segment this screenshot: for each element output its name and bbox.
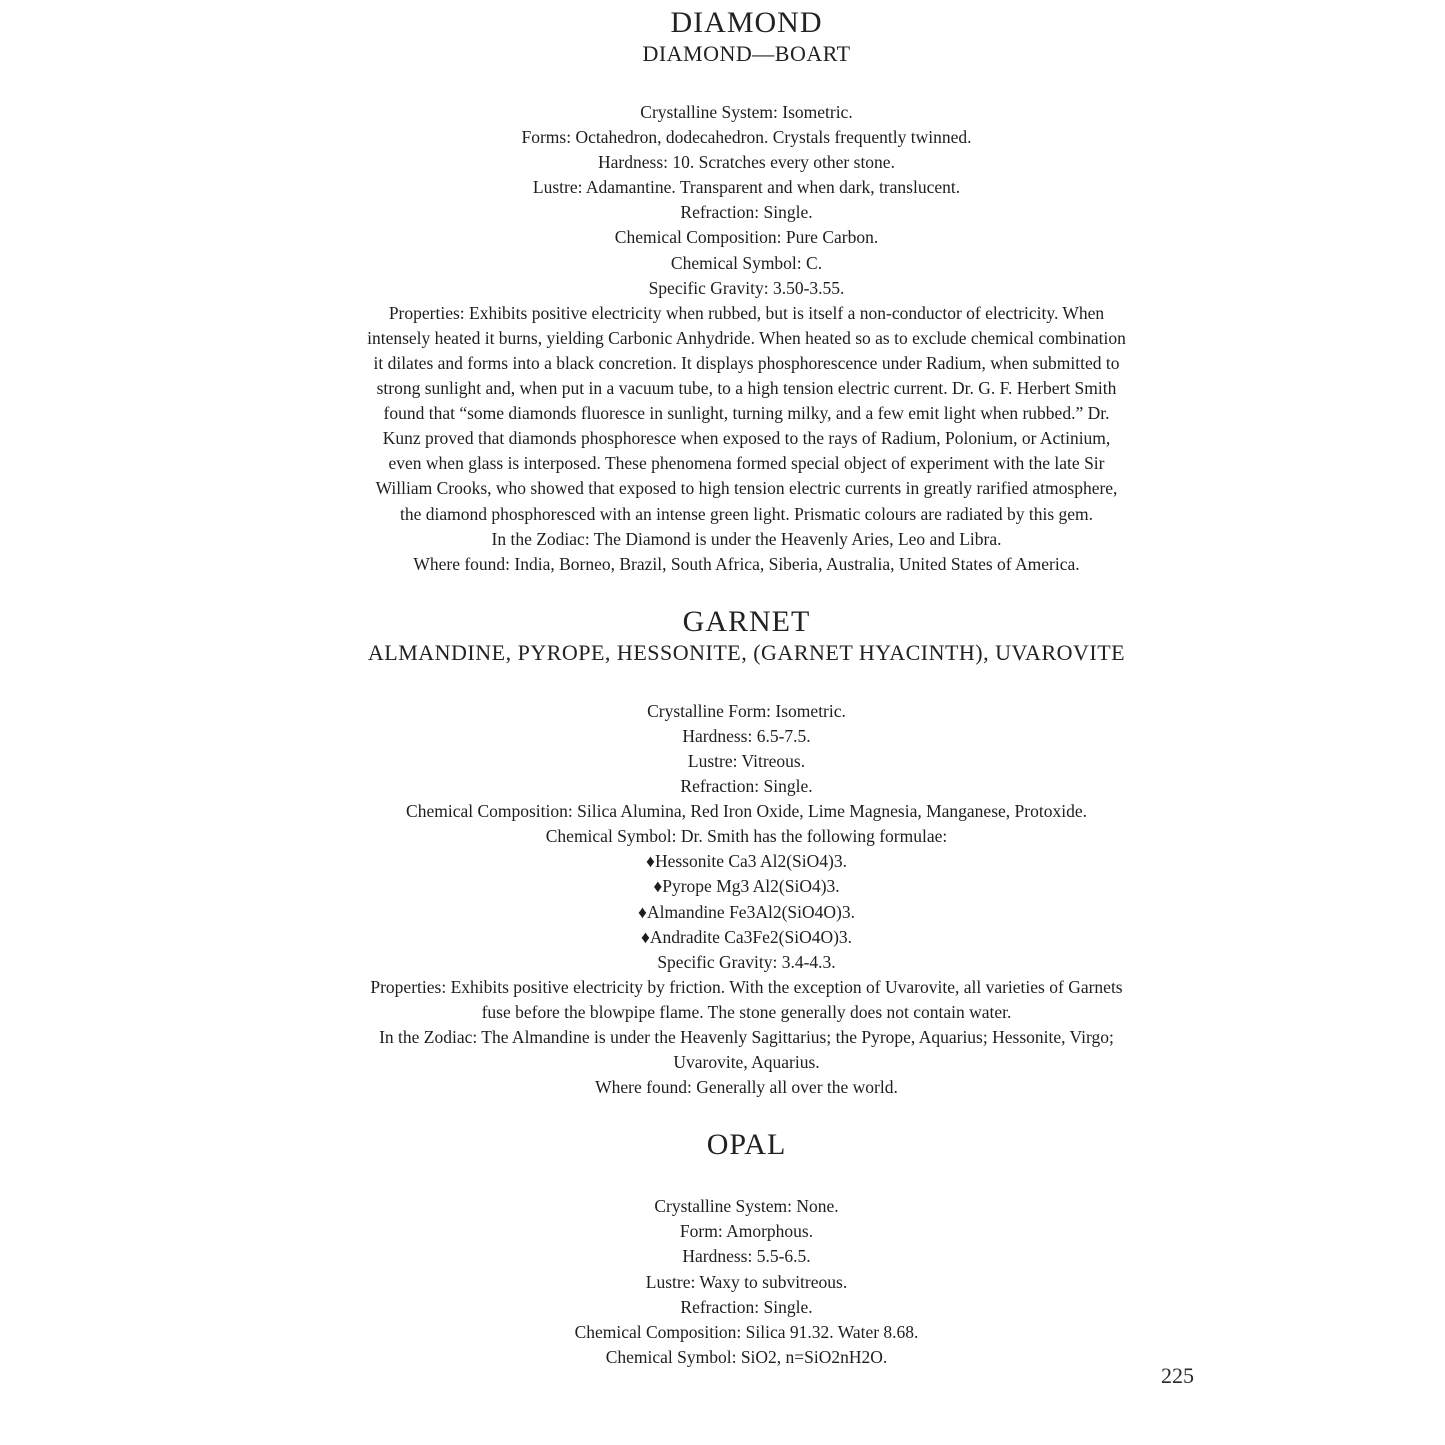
- section-opal: [293, 1128, 1200, 1370]
- text-line: it dilates and forms into a black concretion. It displays phosphorescence under Radium, when submitted to: [373, 352, 1120, 373]
- text-line: Crystalline System: Isometric.: [640, 102, 853, 122]
- text-line: strong sunlight and, when put in a vacuum tube, to a high tension electric current. Dr. G. F. Herbert Smith: [376, 378, 1117, 399]
- text-line: ♦Andradite Ca3Fe2(SiO4O)3.: [640, 926, 853, 947]
- text-line: Hardness: 10. Scratches every other stone.: [598, 152, 895, 173]
- text-line: Refraction: Single.: [680, 202, 813, 223]
- text-line: Chemical Composition: Silica 91.32. Water 8.68.: [574, 1321, 919, 1342]
- section-diamond: [293, 6, 1200, 577]
- section-lines: [293, 699, 1200, 1101]
- text-line: Specific Gravity: 3.50-3.55.: [648, 277, 845, 298]
- text-line: Chemical Composition: Pure Carbon.: [614, 227, 879, 248]
- text-line: the diamond phosphoresced with an intense green light. Prismatic colours are radiated by this gem.: [399, 503, 1094, 524]
- text-line: ♦Almandine Fe3Al2(SiO4O)3.: [638, 901, 855, 922]
- text-line: Crystalline Form: Isometric.: [647, 700, 846, 721]
- text-line: Forms: Octahedron, dodecahedron. Crystals frequently twinned.: [521, 127, 972, 148]
- section-title: OPAL: [706, 1128, 787, 1162]
- section-garnet: [293, 605, 1200, 1101]
- text-line: ♦Hessonite Ca3 Al2(SiO4)3.: [646, 851, 847, 872]
- text-line: Lustre: Waxy to subvitreous.: [645, 1271, 848, 1292]
- text-line: Where found: India, Borneo, Brazil, South Africa, Siberia, Australia, United States of America.: [413, 553, 1080, 574]
- text-line: Kunz proved that diamonds phosphoresce when exposed to the rays of Radium, Polonium, or Actinium,: [382, 428, 1111, 449]
- text-line: ♦Pyrope Mg3 Al2(SiO4)3.: [653, 876, 840, 897]
- text-line: Chemical Symbol: Dr. Smith has the following formulae:: [545, 826, 948, 847]
- text-line: Where found: Generally all over the world.: [595, 1077, 898, 1098]
- text-line: Crystalline System: None.: [654, 1196, 839, 1217]
- text-line: Hardness: 6.5-7.5.: [682, 725, 811, 746]
- text-line: intensely heated it burns, yielding Carbonic Anhydride. When heated so as to exclude chemical combination: [367, 327, 1126, 348]
- page-content: [293, 0, 1200, 1370]
- text-line: even when glass is interposed. These phenomena formed special object of experiment with the late Sir: [388, 453, 1105, 474]
- text-line: Chemical Symbol: C.: [670, 252, 823, 273]
- text-line: Lustre: Vitreous.: [687, 750, 806, 771]
- text-line: Refraction: Single.: [680, 776, 813, 797]
- text-line: fuse before the blowpipe flame. The stone generally does not contain water.: [481, 1001, 1012, 1022]
- text-line: Chemical Symbol: SiO2, n=SiO2nH2O.: [605, 1346, 888, 1367]
- page-number: 225: [1161, 1363, 1194, 1388]
- section-subtitle: DIAMOND—BOART: [642, 41, 851, 66]
- text-line: In the Zodiac: The Diamond is under the Heavenly Aries, Leo and Libra.: [491, 528, 1002, 549]
- section-lines: [293, 100, 1200, 577]
- text-line: Specific Gravity: 3.4-4.3.: [657, 951, 836, 972]
- sections: [293, 6, 1200, 1370]
- text-line: Properties: Exhibits positive electricity by friction. With the exception of Uvarovite, all varieties of Garnets: [370, 976, 1123, 997]
- text-line: Lustre: Adamantine. Transparent and when dark, translucent.: [532, 177, 961, 198]
- text-line: found that “some diamonds fluoresce in sunlight, turning milky, and a few emit light when rubbed.” Dr.: [383, 403, 1110, 424]
- text-line: Properties: Exhibits positive electricity when rubbed, but is itself a non-conductor of electricity. When: [388, 302, 1105, 323]
- text-line: Chemical Composition: Silica Alumina, Red Iron Oxide, Lime Magnesia, Manganese, Protoxide.: [406, 801, 1087, 822]
- section-lines: [293, 1194, 1200, 1370]
- section-title: GARNET: [682, 604, 811, 638]
- text-line: William Crooks, who showed that exposed to high tension electric currents in greatly rarified atmosphere,: [375, 478, 1118, 499]
- section-title: DIAMOND: [670, 6, 823, 39]
- text-line: Form: Amorphous.: [679, 1221, 814, 1242]
- section-subtitle: ALMANDINE, PYROPE, HESSONITE, (GARNET HYACINTH), UVAROVITE: [367, 639, 1126, 665]
- text-line: Refraction: Single.: [680, 1296, 813, 1317]
- text-line: Uvarovite, Aquarius.: [673, 1052, 820, 1073]
- text-line: In the Zodiac: The Almandine is under the Heavenly Sagittarius; the Pyrope, Aquarius; Hessonite, Virgo;: [379, 1027, 1114, 1047]
- text-line: Hardness: 5.5-6.5.: [682, 1246, 811, 1267]
